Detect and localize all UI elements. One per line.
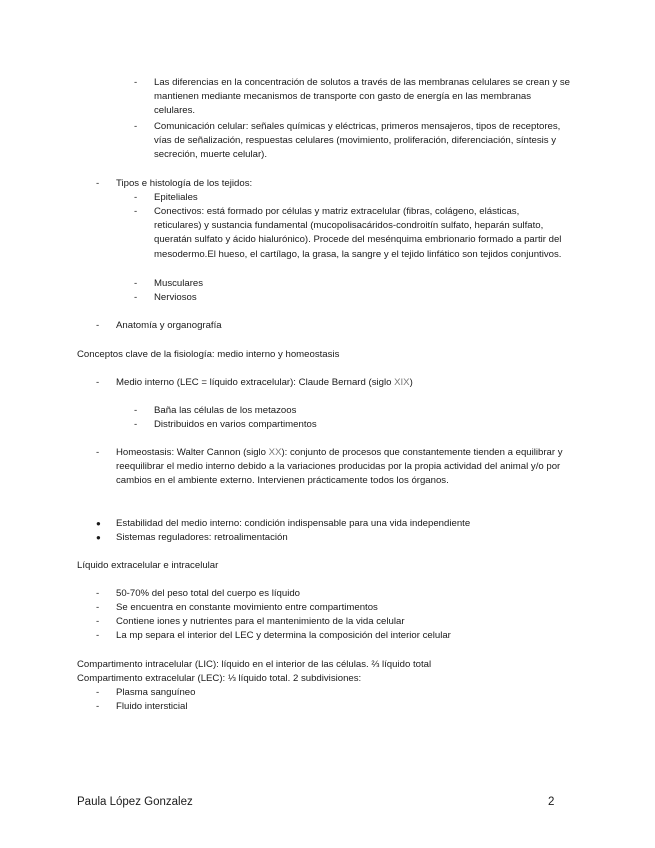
list-item: Conectivos: está formado por células y matriz extracelular (fibras, colágeno, elásticas, reticulares) y sustancia fundamental (mucopolisacáridos-condroitín sulfato, heparán sulfato, queratán sulfato y ácido hialurónico). Procede del mesénquima embrionario formado a partir del mesodermo.El hueso, el cartílago, la grasa, la sangre y el tejido linfático son tejidos conjuntivos. [154,206,562,260]
list-item: Se encuentra en constante movimiento entre compartimentos [116,602,378,613]
list-item: Distribuidos en varios compartimentos [154,419,317,430]
list-item: La mp separa el interior del LEC y determina la composición del interior celular [116,630,451,641]
footer-author: Paula López Gonzalez [77,796,193,808]
compartimento-lec: Compartimento extracelular (LEC): ⅓ líquido total. 2 subdivisiones: [77,673,362,684]
list-item: Estabilidad del medio interno: condición indispensable para una vida independiente [116,518,471,529]
text-span: ) [409,377,413,388]
dash-marker: - [96,701,100,712]
dash-marker: - [96,320,100,331]
dash-marker: - [134,206,138,217]
text-span: Homeostasis: Walter Cannon (siglo [116,447,269,458]
list-item: 50-70% del peso total del cuerpo es líquido [116,588,301,599]
section-heading: Conceptos clave de la fisiología: medio interno y homeostasis [77,349,340,360]
dash-marker: - [96,447,100,458]
roman-numeral: XX [268,447,282,458]
dash-marker: - [96,602,100,613]
dash-marker: - [96,687,100,698]
dash-marker: - [96,630,100,641]
text-span: Medio interno (LEC = líquido extracelular): Claude Bernard (siglo [116,377,395,388]
list-item: Baña las células de los metazoos [154,405,297,416]
dash-marker: - [134,405,138,416]
dash-marker: - [96,178,100,189]
list-item: Contiene iones y nutrientes para el mantenimiento de la vida celular [116,616,405,627]
roman-numeral: XIX [394,377,410,388]
list-item: Comunicación celular: señales químicas y eléctricas, primeros mensajeros, tipos de receptores, vías de señalización, respuestas celulares (movimiento, proliferación, diferenciación, síntesis y secreción, muerte celular). [154,121,561,161]
dash-marker: - [134,419,138,430]
dash-marker: - [134,77,138,88]
dash-marker: - [134,121,138,132]
list-item: Sistemas reguladores: retroalimentación [116,532,288,543]
dash-marker: - [134,292,138,303]
dash-marker: - [96,588,100,599]
text-span: ): conjunto de procesos que constantemente tienden a equilibrar y reequilibrar el medio interno debido a la variaciones producidas por la propia actividad del animal y/o por cambios en el ambiente externo. Intervienen prácticamente todos los órganos. [116,447,563,487]
list-item: Las diferencias en la concentración de solutos a través de las membranas celulares se crean y se mantienen mediante mecanismos de transporte con gasto de energía en las membranas celulares. [154,77,570,117]
list-item: Nerviosos [154,292,197,303]
tejidos-heading: Tipos e histología de los tejidos: [116,178,253,189]
dash-marker: - [134,192,138,203]
section-heading: Líquido extracelular e intracelular [77,560,219,571]
medio-interno-item [116,376,413,390]
bullet-marker: ● [96,533,101,542]
dash-marker: - [96,377,100,388]
list-item: Epiteliales [154,192,198,203]
list-item: Plasma sanguíneo [116,687,196,698]
page-number: 2 [548,796,555,808]
compartimento-lic: Compartimento intracelular (LIC): líquido en el interior de las células. ⅔ líquido total [77,659,432,670]
bullet-marker: ● [96,519,101,528]
list-item: Fluido intersticial [116,701,188,712]
list-item: Musculares [154,278,204,289]
dash-marker: - [96,616,100,627]
list-item: Anatomía y organografía [116,320,222,331]
homeostasis-item [116,446,580,489]
dash-marker: - [134,278,138,289]
